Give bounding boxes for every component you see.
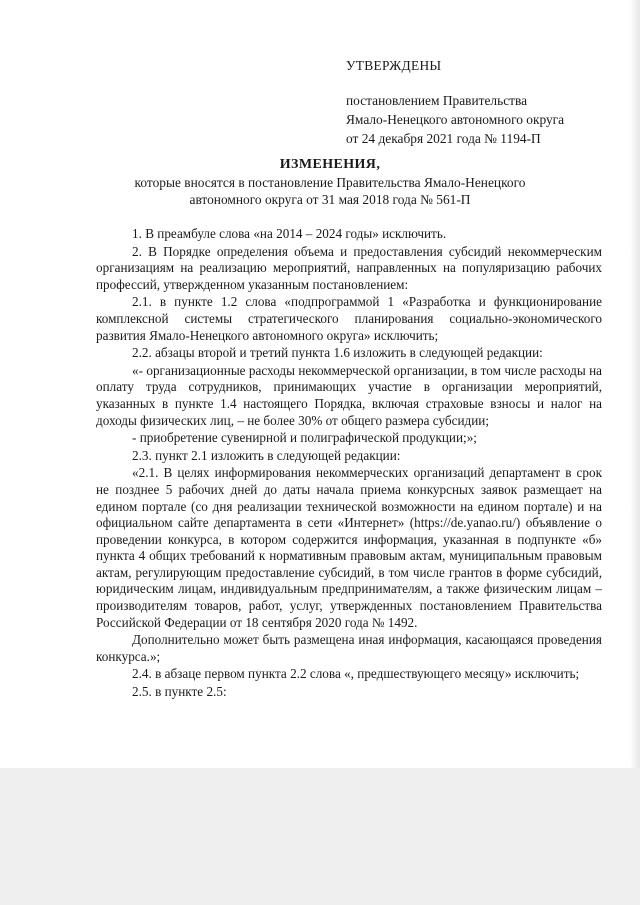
approval-line-1: постановлением Правительства [346, 93, 528, 108]
paragraph-2-5: 2.5. в пункте 2.5: [132, 684, 227, 700]
paragraph-additional: Дополнительно может быть размещена иная информация, касающаяся проведения конкурса.»; [96, 632, 602, 664]
subtitle-line-2: автономного округа от 31 мая 2018 года № 561-П [189, 192, 471, 207]
approval-block [346, 56, 564, 148]
page-edge-shadow [630, 0, 640, 768]
paragraph-quote-2-1: «2.1. В целях информирования некоммерческих организаций департамент в срок не позднее 5 рабочих дней до даты начала приема конкурсных заявок размещает на едином портале (со дня реализации технической возможности на едином портале) и на официальном сайте департамента в сети «Интернет» (https://de.yanao.ru/) объявление о проведении конкурса, в котором содержится информация, указанная в подпункте «б» пункта 4 общих требований к нормативным правовым актам, муниципальным правовым актам, регулирующим предоставление субсидий, в том числе грантов в форме субсидий, юридическим лицам, индивидуальным предпринимателям, а также физическим лицам – производителям товаров, работ, услуг, утвержденных постановлением Правительства Российской Федерации от 18 сентября 2020 года № 1492. [96, 465, 602, 630]
approval-line-2: Ямало-Ненецкого автономного округа [346, 112, 565, 127]
document-subtitle [100, 174, 560, 208]
paragraph-2-4: 2.4. в абзаце первом пункта 2.2 слова «, предшествующего месяцу» исключить; [132, 666, 580, 682]
approval-heading: УТВЕРЖДЕНЫ [346, 58, 442, 73]
approval-line-3: от 24 декабря 2021 года № 1194-П [346, 131, 541, 146]
subtitle-line-1: которые вносятся в постановление Правительства Ямало-Ненецкого [134, 175, 526, 190]
document-body [96, 226, 602, 701]
paragraph-quote-2: - приобретение сувенирной и полиграфической продукции;»; [132, 430, 477, 446]
paragraph-quote-1: «- организационные расходы некоммерческой организации, в том числе расходы на оплату труда сотрудников, принимающих участие в организации мероприятий, указанных в пункте 1.4 настоящего Порядка, включая страховые взносы и налог на доходы физических лиц, – не более 30% от общего размера субсидии; [96, 362, 602, 428]
scan-background [0, 768, 640, 905]
paragraph-1: 1. В преамбуле слова «на 2014 – 2024 годы» исключить. [132, 226, 447, 241]
document-title: ИЗМЕНЕНИЯ, [279, 157, 381, 172]
paragraph-2-2: 2.2. абзацы второй и третий пункта 1.6 изложить в следующей редакции: [132, 345, 543, 361]
paragraph-2-3: 2.3. пункт 2.1 изложить в следующей редакции: [132, 447, 401, 463]
paragraph-2: 2. В Порядке определения объема и предоставления субсидий некоммерческим организациям на реализацию мероприятий, направленных на популяризацию рабочих профессий, утвержденном указанным постановлением: [96, 243, 602, 292]
paragraph-2-1: 2.1. в пункте 1.2 слова «подпрограммой 1 «Разработка и функционирование комплексной системы стратегического планирования социально-экономического развития Ямало-Ненецкого автономного округа» исключить; [96, 294, 602, 343]
